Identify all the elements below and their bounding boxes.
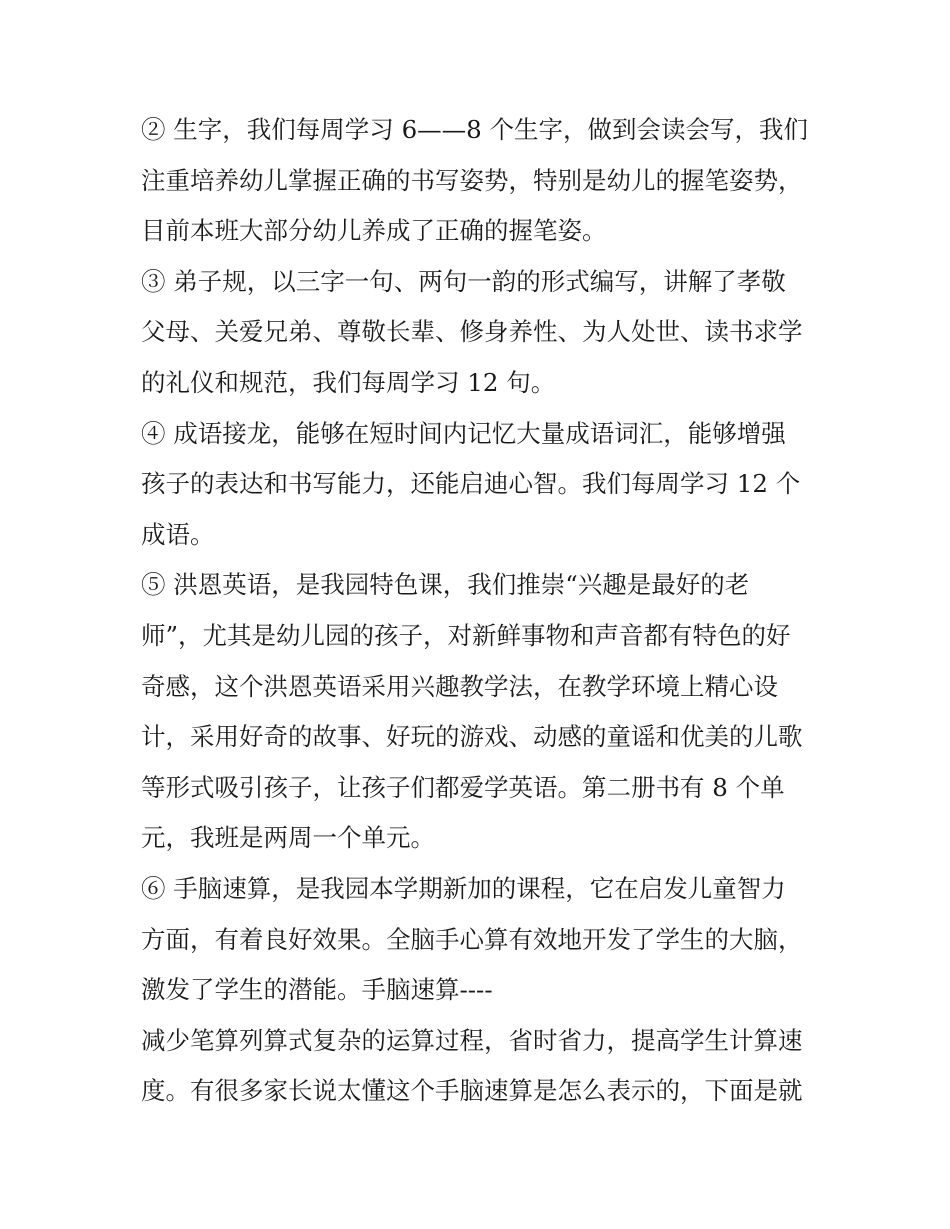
text-line: ④ 成语接龙，能够在短时间内记忆大量成语词汇，能够增强 bbox=[141, 418, 786, 448]
text-line: 方面，有着良好效果。全脑手心算有效地开发了学生的大脑， bbox=[141, 924, 803, 954]
text-line: 度。有很多家长说太懂这个手脑速算是怎么表示的，下面是就 bbox=[141, 1076, 803, 1106]
text-line: 注重培养幼儿掌握正确的书写姿势，特别是幼儿的握笔姿势， bbox=[141, 165, 803, 195]
text-line: ② 生字，我们每周学习 6——8 个生字，做到会读会写，我们 bbox=[141, 115, 809, 144]
text-line: 师”，尤其是幼儿园的孩子，对新鲜事物和声音都有特色的好 bbox=[141, 620, 791, 650]
text-line: 孩子的表达和书写能力，还能启迪心智。我们每周学习 12 个 bbox=[141, 469, 801, 499]
text-line: 父母、关爱兄弟、尊敬长辈、修身养性、为人处世、读书求学 bbox=[141, 317, 803, 347]
text-line: 等形式吸引孩子，让孩子们都爱学英语。第二册书有 8 个单 bbox=[141, 772, 785, 802]
text-line: 的礼仪和规范，我们每周学习 12 句。 bbox=[141, 367, 556, 397]
text-line: ⑥ 手脑速算，是我园本学期新加的课程，它在启发儿童智力 bbox=[141, 873, 786, 903]
text-line: 元，我班是两周一个单元。 bbox=[141, 823, 435, 853]
text-line: 计，采用好奇的故事、好玩的游戏、动感的童谣和优美的儿歌 bbox=[141, 722, 803, 752]
text-line: 激发了学生的潜能。手脑速算---- bbox=[141, 975, 493, 1005]
text-line: 目前本班大部分幼儿养成了正确的握笔姿。 bbox=[141, 216, 607, 246]
text-line: ⑤ 洪恩英语，是我园特色课，我们推崇“兴趣是最好的老 bbox=[141, 570, 750, 600]
text-line: ③ 弟子规，以三字一句、两句一韵的形式编写，讲解了孝敬 bbox=[141, 266, 786, 296]
text-line: 减少笔算列算式复杂的运算过程，省时省力，提高学生计算速 bbox=[141, 1025, 803, 1055]
text-line: 成语。 bbox=[141, 519, 215, 549]
document-body bbox=[141, 105, 821, 1117]
text-line: 奇感，这个洪恩英语采用兴趣教学法，在教学环境上精心设 bbox=[141, 671, 778, 701]
